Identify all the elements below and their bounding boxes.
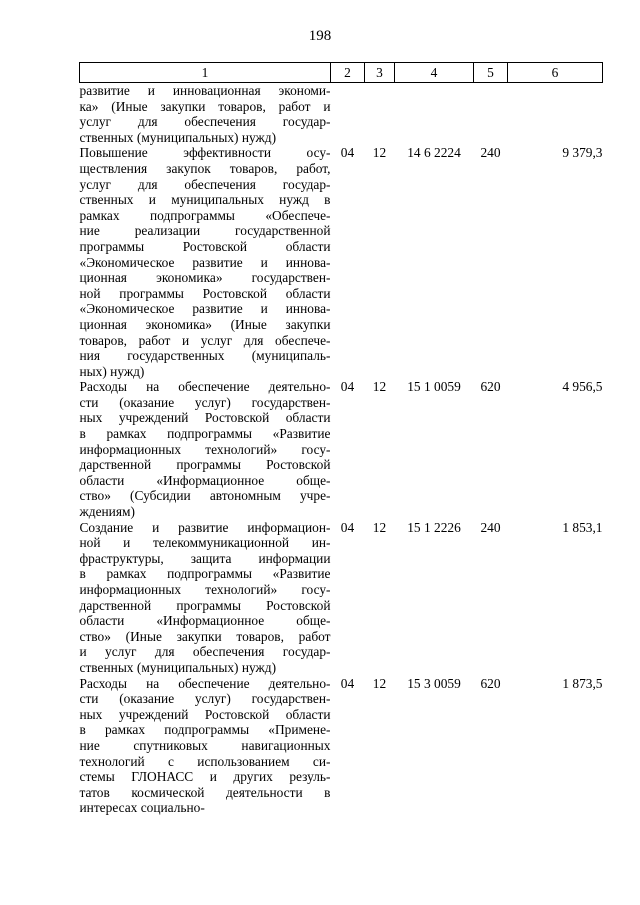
row-description — [80, 83, 331, 146]
description-line: программы Ростовской области — [79, 238, 331, 254]
target-article-code: 15 1 2226 — [407, 519, 461, 535]
description-line: ство» (Иные закупки товаров, работ — [79, 628, 331, 644]
expense-type-code: 240 — [480, 519, 501, 535]
header-col-1: 1 — [80, 63, 331, 83]
table-row — [80, 379, 603, 519]
description-line: интересах социально- — [79, 800, 205, 816]
header-col-5: 5 — [474, 63, 508, 83]
description-line: ство» (Субсидии автономным учре- — [79, 488, 331, 504]
budget-table — [79, 62, 603, 816]
subsection-code — [365, 83, 395, 146]
table-header — [80, 63, 603, 83]
table-body — [80, 83, 603, 816]
description-line: татов космической деятельности в — [79, 784, 331, 800]
description-line: ных) нужд) — [79, 363, 145, 379]
description-line: в рамках подпрограммы «Развитие — [79, 426, 331, 442]
description-line: в рамках подпрограммы «Примене- — [79, 722, 331, 738]
description-line: ния государственных (муниципаль- — [79, 348, 331, 364]
header-col-4: 4 — [395, 63, 474, 83]
description-line: ждениям) — [79, 504, 135, 520]
description-line: услуг для обеспечения государ- — [79, 176, 331, 192]
amount: 9 379,3 — [562, 145, 603, 161]
description-line: ственных (муниципальных) нужд) — [79, 659, 277, 675]
description-line: ной программы Ростовской области — [79, 285, 331, 301]
description-line: рамках подпрограммы «Обеспече- — [79, 207, 331, 223]
description-line: ционная экономика» (Иные закупки — [79, 316, 331, 332]
description-line: развитие и инновационная экономи- — [79, 83, 331, 98]
description-line: ционная экономика» государствен- — [79, 270, 331, 286]
table-row — [80, 83, 603, 146]
description-line: ной и телекоммуникационной ин- — [79, 535, 331, 551]
description-line: информационных технологий» госу- — [79, 582, 331, 597]
amount: 1 853,1 — [562, 519, 603, 535]
description-line: дарственной программы Ростовской — [79, 597, 331, 613]
section-code — [331, 83, 365, 146]
amount: 1 873,5 — [562, 675, 603, 691]
target-article-code: 15 1 0059 — [407, 379, 461, 395]
description-line: области «Информационное обще- — [79, 472, 331, 488]
table-row — [80, 145, 603, 379]
row-description — [80, 145, 331, 379]
description-line: Расходы на обеспечение деятельно- — [79, 675, 331, 691]
expense-type-code: 620 — [480, 675, 501, 691]
description-line: сти (оказание услуг) государствен- — [79, 691, 331, 707]
section-code: 04 — [340, 519, 355, 535]
table-row — [80, 676, 603, 816]
description-line: Повышение эффективности осу- — [79, 145, 331, 161]
description-line: услуг для обеспечения государ- — [79, 114, 331, 130]
description-line: «Экономическое развитие и иннова- — [79, 254, 331, 270]
section-code: 04 — [340, 145, 355, 161]
description-line: ных учреждений Ростовской области — [79, 410, 331, 426]
expense-type-code: 240 — [480, 145, 501, 161]
table-row — [80, 520, 603, 676]
row-description — [80, 520, 331, 676]
description-line: «Экономическое развитие и иннова- — [79, 301, 331, 317]
description-line: дарственной программы Ростовской — [79, 457, 331, 473]
subsection-code: 12 — [372, 519, 387, 535]
description-line: сти (оказание услуг) государствен- — [79, 394, 331, 410]
target-article-code: 15 3 0059 — [407, 675, 461, 691]
description-line: Расходы на обеспечение деятельно- — [79, 379, 331, 395]
header-col-3: 3 — [365, 63, 395, 83]
header-row — [80, 63, 603, 83]
description-line: фраструктуры, защита информации — [79, 550, 331, 566]
target-article-code — [395, 83, 474, 146]
expense-type-code — [474, 83, 508, 146]
section-code: 04 — [340, 675, 355, 691]
subsection-code: 12 — [372, 379, 387, 395]
description-line: ществления закупок товаров, работ, — [79, 160, 331, 176]
description-line: ственных и муниципальных нужд в — [79, 192, 331, 208]
header-col-6: 6 — [508, 63, 603, 83]
description-line: в рамках подпрограммы «Развитие — [79, 566, 331, 582]
description-line: Создание и развитие информацион- — [79, 519, 331, 535]
description-line: информационных технологий» госу- — [79, 441, 331, 457]
row-description — [80, 676, 331, 816]
description-line: ных учреждений Ростовской области — [79, 706, 331, 722]
description-line: и услуг для обеспечения государ- — [79, 644, 331, 660]
description-line: товаров, работ и услуг для обеспече- — [79, 332, 331, 348]
description-line: стемы ГЛОНАСС и других резуль- — [79, 769, 331, 785]
page-number: 198 — [308, 28, 332, 44]
row-description — [80, 379, 331, 519]
expense-type-code: 620 — [480, 379, 501, 395]
description-line: области «Информационное обще- — [79, 613, 331, 629]
description-line: ние реализации государственной — [79, 223, 331, 239]
description-line: ственных (муниципальных) нужд) — [79, 129, 277, 145]
amount — [508, 83, 603, 146]
subsection-code: 12 — [372, 145, 387, 161]
target-article-code: 14 6 2224 — [407, 145, 461, 161]
subsection-code: 12 — [372, 675, 387, 691]
description-line: ние спутниковых навигационных — [79, 737, 331, 753]
section-code: 04 — [340, 379, 355, 395]
description-line: технологий с использованием си- — [79, 753, 331, 769]
header-col-2: 2 — [331, 63, 365, 83]
description-line: ка» (Иные закупки товаров, работ и — [79, 98, 331, 114]
amount: 4 956,5 — [562, 379, 603, 395]
